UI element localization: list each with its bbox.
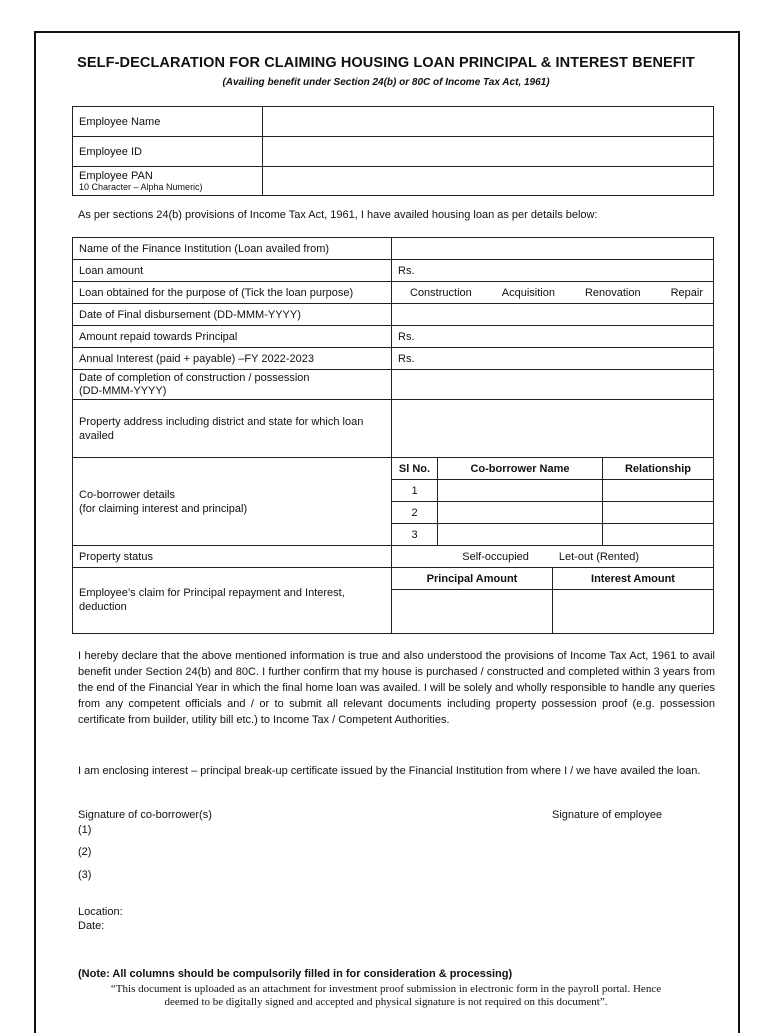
employee-pan-text: Employee PAN: [79, 170, 153, 182]
footer-line-1: “This document is uploaded as an attachment for investment proof submission in electronic form in the payroll portal. Hence: [110, 983, 662, 995]
loan-purpose-label: Loan obtained for the purpose of (Tick the loan purpose): [73, 282, 392, 304]
completion-date-field[interactable]: [392, 370, 714, 400]
completion-date-line2: (DD-MMM-YYYY): [79, 384, 167, 397]
property-status-options: [392, 546, 714, 568]
employee-pan-label: [73, 167, 263, 196]
claim-grid-cell: [392, 568, 714, 634]
coborrower-header-name: Co-borrower Name: [438, 458, 603, 480]
loan-amount-label: Loan amount: [73, 260, 392, 282]
status-self-occupied[interactable]: Self-occupied: [462, 550, 529, 563]
coborrower-header-slno: Sl No.: [398, 462, 431, 475]
coborrower-signature-label: Signature of co-borrower(s): [78, 809, 212, 821]
coborrower-row-number: 1: [392, 480, 438, 502]
final-disbursement-label: Date of Final disbursement (DD-MMM-YYYY): [73, 304, 392, 326]
principal-repaid-field[interactable]: Rs.: [392, 326, 714, 348]
coborrower-grid-cell: [392, 458, 714, 546]
employee-name-label: Employee Name: [73, 107, 263, 137]
annual-interest-label: Annual Interest (paid + payable) –FY 2022-2023: [73, 348, 392, 370]
purpose-renovation[interactable]: Renovation: [584, 286, 641, 299]
coborrower-label: [73, 458, 392, 546]
page-subtitle: (Availing benefit under Section 24(b) or 80C of Income Tax Act, 1961): [222, 77, 550, 88]
employee-id-field[interactable]: [263, 137, 714, 167]
coborrower-relationship-field[interactable]: [603, 502, 714, 524]
coborrower-row-number: 3: [392, 524, 438, 546]
coborrower-relationship-field[interactable]: [603, 524, 714, 546]
coborrower-relationship-field[interactable]: [603, 480, 714, 502]
coborrower-name-field[interactable]: [438, 524, 603, 546]
property-address-label: Property address including district and state for which loan availed: [73, 400, 392, 458]
coborrower-header-relationship: Relationship: [603, 458, 714, 480]
signature-item-1: (1): [78, 824, 92, 836]
finance-institution-field[interactable]: [392, 238, 714, 260]
coborrower-label-line2: (for claiming interest and principal): [79, 502, 248, 515]
completion-date-label: [73, 370, 392, 400]
employee-pan-field[interactable]: [263, 167, 714, 196]
employee-details-table: [72, 106, 714, 196]
principal-amount-field[interactable]: [392, 590, 553, 633]
claim-table: [392, 568, 713, 633]
claim-label: Employee’s claim for Principal repayment and Interest, deduction: [73, 568, 392, 634]
page-title: SELF-DECLARATION FOR CLAIMING HOUSING LOAN PRINCIPAL & INTEREST BENEFIT: [77, 55, 695, 71]
status-let-out[interactable]: Let-out (Rented): [558, 550, 639, 563]
signature-item-2: (2): [78, 846, 92, 858]
employee-name-field[interactable]: [263, 107, 714, 137]
employee-id-label: Employee ID: [73, 137, 263, 167]
employee-pan-hint: 10 Character – Alpha Numeric): [79, 182, 203, 192]
principal-repaid-label: Amount repaid towards Principal: [73, 326, 392, 348]
claim-header-interest: Interest Amount: [553, 568, 714, 590]
date-label: Date:: [78, 920, 105, 932]
coborrower-label-line1: Co-borrower details: [79, 488, 175, 501]
enclosing-text: I am enclosing interest – principal break-up certificate issued by the Financial Institution from where I / we have availed the loan.: [78, 765, 701, 777]
interest-amount-field[interactable]: [553, 590, 714, 633]
intro-text: As per sections 24(b) provisions of Income Tax Act, 1961, I have availed housing loan as per details below:: [78, 209, 598, 221]
completion-date-line1: Date of completion of construction / possession: [79, 371, 310, 384]
coborrower-row-number: 2: [392, 502, 438, 524]
loan-details-table: [72, 237, 714, 634]
coborrower-table: [392, 458, 713, 545]
employee-signature-label: Signature of employee: [552, 809, 663, 821]
compulsory-note: (Note: All columns should be compulsorily filled in for consideration & processing): [78, 968, 513, 980]
declaration-text: I hereby declare that the above mentioned information is true and also understood the provisions of Income Tax Act, 1961 to avail benefit under Section 24(b) and 80C. I further confirm that my house is purchased / constructed and completed within 3 years from the end of the Financial Year in which the final home loan was availed. I will be solely and wholly responsible to handle any queries from any competent officials and / or to submit all relevant documents including property possession proof (e.g. possession certificate from builder, utility bill etc.) to Income Tax / Competent Authorities.: [78, 650, 715, 726]
purpose-construction[interactable]: Construction: [410, 286, 472, 299]
property-address-field[interactable]: [392, 400, 714, 458]
coborrower-name-field[interactable]: [438, 502, 603, 524]
claim-header-principal: Principal Amount: [426, 572, 518, 585]
loan-purpose-options: [392, 282, 714, 304]
purpose-repair[interactable]: Repair: [670, 286, 703, 299]
location-label: Location:: [78, 906, 123, 918]
annual-interest-field[interactable]: Rs.: [392, 348, 714, 370]
footer-line-2: deemed to be digitally signed and accepted and physical signature is not required on this document”.: [164, 996, 608, 1008]
footer-disclaimer: [34, 983, 738, 1009]
signature-item-3: (3): [78, 869, 92, 881]
purpose-acquisition[interactable]: Acquisition: [501, 286, 555, 299]
final-disbursement-field[interactable]: [392, 304, 714, 326]
coborrower-name-field[interactable]: [438, 480, 603, 502]
property-status-label: Property status: [73, 546, 392, 568]
finance-institution-label: Name of the Finance Institution (Loan availed from): [73, 238, 392, 260]
loan-amount-field[interactable]: Rs.: [392, 260, 714, 282]
